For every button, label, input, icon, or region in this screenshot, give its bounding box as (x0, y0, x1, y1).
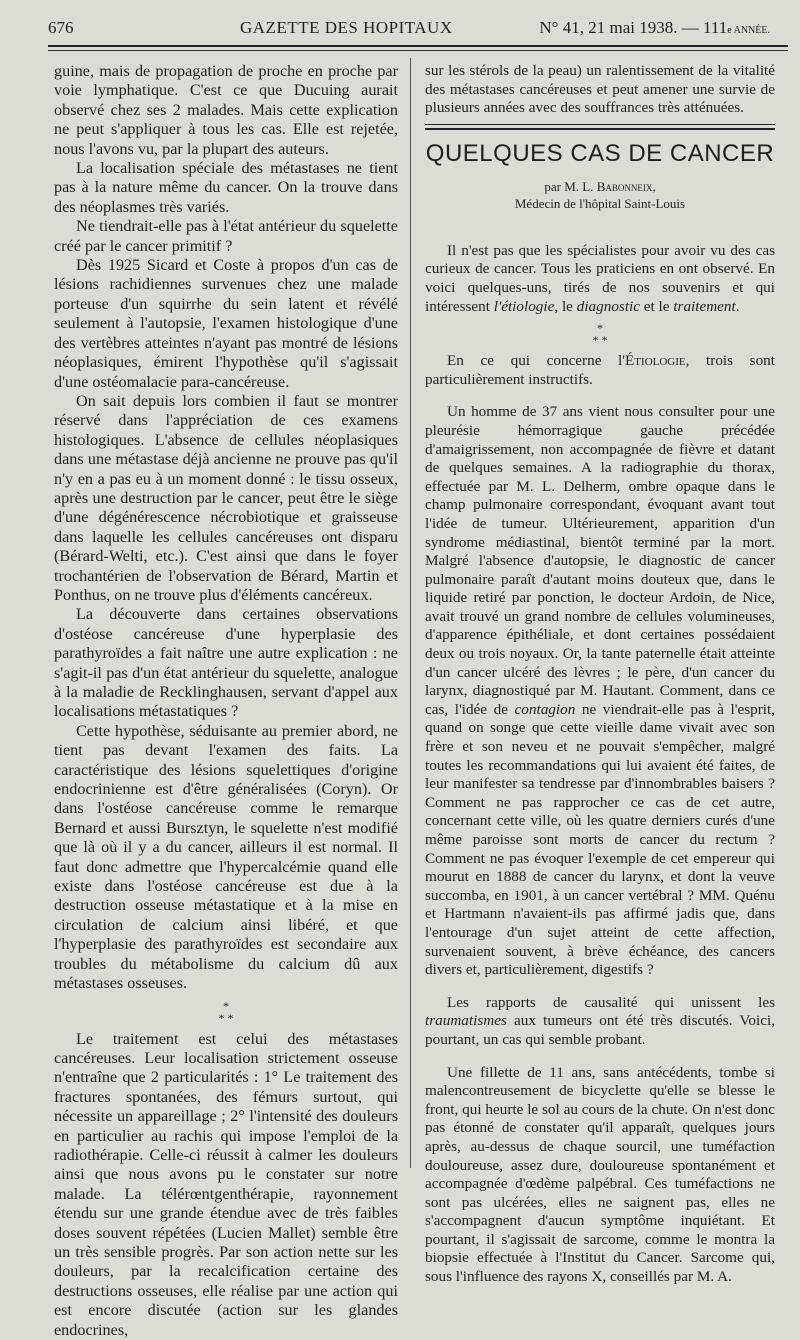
text-run: , trois sont particulièrement instructifs. (425, 352, 775, 388)
journal-title: GAZETTE DES HOPITAUX (240, 18, 453, 38)
column-divider (410, 58, 411, 1168)
author-name: Babonneix, (597, 179, 656, 194)
byline (425, 178, 775, 195)
header-rule-thin (48, 50, 788, 51)
paragraph (425, 403, 775, 979)
text-run: En ce qui concerne l' (447, 352, 625, 369)
text-run: aux tumeurs ont été très discutés. Voici, pourtant, un cas qui semble probant. (425, 1012, 775, 1048)
paragraph: Ne tiendrait-elle pas à l'état antérieur du squelette créé par le cancer primitif ? (54, 217, 398, 256)
paragraph: sur les stérols de la peau) un ralentissement de la vitalité des métastases cancéreuses et peut amener une survie de plusieurs années avec des souffrances très atténuées. (425, 62, 775, 118)
text-run: , le (554, 298, 576, 315)
page-number: 676 (48, 18, 74, 38)
paragraph: guine, mais de propagation de proche en proche par voie lymphatique. C'est ce que Ducuing aurait observé chez ses 2 malades. Mais cette explication ne peut s'appliquer à tous les cas. Elle est rejetée, nous l'avons vu, par la plupart des auteurs. (54, 62, 398, 159)
text-run: Les rapports de causalité qui unissent les (447, 994, 775, 1011)
header-rule (48, 45, 788, 47)
section-stars (54, 1000, 398, 1024)
paragraph: Le traitement est celui des métastases cancéreuses. Leur localisation strictement osseuse n'entraîne que 2 particularités : 1° Le traitement des fractures spontanées, des fémurs surtout, qui nécessite un appareillage ; 2° l'intensité des douleurs en particulier au rachis qui impose l'emploi de la radiothérapie. Celle-ci réussit à calmer les douleurs ainsi que nous avons pu le constater sur notre malade. La télérœntgenthérapie, rayonnement étendu sur une grande étendue avec de très faibles doses souvent répétées (Lucien Mallet) semble être un très sensible progrès. Par son action nette sur les douleurs, par la recalcification certaine des destructions osseuses, elle réalise par une action qui est encore discutée (action sur les glandes endocrines, (54, 1030, 398, 1340)
star-top: * (425, 322, 775, 334)
star-top: * (54, 1000, 398, 1012)
paragraph (425, 994, 775, 1050)
text-run: et le (640, 298, 673, 315)
italic-term: traitement (673, 298, 735, 315)
text-run: Un homme de 37 ans vient nous consulter pour une pleurésie hémorragique gauche précédée d'amaigrissement, non accompagnée de fièvre et datant de quelques semaines. A la radiographie du thorax, effectuée par M. L. Delherm, ombre opaque dans le champ pulmonaire correspondant, évoquant avant tout l'idée de tumeur. Ultérieurement, apparition d'un syndrome médiastinal, bientôt terminé par la mort. Malgré l'absence d'autopsie, le diagnostic de cancer pulmonaire paraît d'autant moins douteux que, dans le liquide retiré par ponction, le docteur Ardoin, de Nice, avait trouvé un grand nombre de cellules volumineuses, d'apparence épithéliale, et dont certaines possédaient deux ou trois noyaux. Or, la tante paternelle était atteinte d'un cancer ulcéré des lèvres ; le père, d'un cancer du larynx, diagnostiqué par M. Hautant. Comment, dans ce cas, l'idée de (425, 403, 775, 718)
paragraph: Une fillette de 11 ans, sans antécédents, tombe si malencontreusement de bicyclette qu'elle se blesse le front, qui heurte le sol au cours de la chute. On n'est donc pas étonné de constater qu'il apparaît, quelques jours après, au-dessus de chaque sourcil, une tuméfaction douloureuse, assez dure, douloureuse spontanément et accompagnée d'œdème palpébral. Ces tuméfactions ne sont pas ulcérées, elles ne saignent pas, elles ne s'accompagnent d'aucun symptôme inquiétant. Et pourtant, il s'agissait de sarcome, comme le montra la biopsie effectuée à l'Institut du Cancer. Sarcome qui, sous l'influence des rayons X, conseillés par M. A. (425, 1064, 775, 1287)
star-bottom: * * (54, 1012, 398, 1024)
paragraph: La découverte dans certaines observations d'ostéose cancéreuse d'une hyperplasie des parathyroïdes a fait naître une autre explication : ne s'agit-il pas d'un état antérieur du squelette, analogue à la maladie de Recklinghausen, servant d'appel aux localisations métastatiques ? (54, 605, 398, 721)
author-affiliation: Médecin de l'hôpital Saint-Louis (425, 195, 775, 212)
paragraph: On sait depuis lors combien il faut se montrer réservé dans l'appréciation de ces examens histologiques. L'absence de cellules néoplasiques dans une métastase déjà ancienne ne prouve pas qu'il n'y en a pas eu à un moment donné : le tissu osseux, après une destruction par le cancer, peut être le siège d'une dégénérescence nécrobiotique et graisseuse dans laquelle les cellules cancéreuses ont disparu (Bérard-Welti, etc.). C'est ainsi que dans le foyer trochantérien de l'observation de Bérard, Martin et Ponthus, on ne trouve plus d'éléments cancéreux. (54, 392, 398, 605)
left-column (54, 62, 398, 1340)
text-run: Il n'est pas que les spécialistes pour avoir vu des cas curieux de cancer. Tous les praticiens en ont observé. En voici quelques-uns, tirés de nos souvenirs et qui intéressent (425, 242, 775, 315)
italic-term: l'étiologie (494, 298, 555, 315)
small-caps-term: Étiologie (625, 352, 686, 369)
text-run: . (736, 298, 740, 315)
text-run: ne viendrait-elle pas à l'esprit, quand on songe que cette vieille dame vivait avec son frère et son neveu et ne pouvait s'empêcher, malgré toutes les recommandations qui lui avaient été faites, de leur manifester sa tendresse par d'innombrables baisers ? Comment ne pas rapprocher ce cas de cet autre, concernant cette ville, où les quatre derniers curés d'une même paroisse sont morts de cancer du rectum ? Comment ne pas évoquer l'exemple de cet empereur qui mourut en 1888 de cancer du larynx, et dont la veuve succomba, en 1901, à un cancer vertébral ? MM. Quénu et Hartmann n'avaient-ils pas affirmé jadis que, dans l'entourage d'un sujet atteint de cette affection, survenaient souvent, à brève échéance, des cancers divers et, particulièrement, digestifs ? (425, 701, 775, 978)
paragraph: Cette hypothèse, séduisante au premier abord, ne tient pas devant l'examen des faits. La caractéristique des lésions squelettiques d'origine endocrinienne est d'être généralisées (Coryn). Or dans l'ostéose cancéreuse comme le remarque Bernard et aussi Bursztyn, le squelette n'est modifié que là où il y a du cancer, ailleurs il est normal. Il faut donc admettre que l'hypercalcémie quand elle existe dans l'ostéose cancéreuse est due à la destruction osseuse métastatique et à la mise en circulation de calcium ainsi libéré, et que l'hyperplasie des parathyroïdes est secondaire aux troubles du métabolisme du calcium dû aux métastases osseuses. (54, 722, 398, 994)
right-column (425, 62, 775, 1287)
italic-term: contagion (515, 701, 576, 718)
issue-date: N° 41, 21 mai 1938. — 111 (539, 18, 727, 37)
paragraph (425, 352, 775, 389)
article-separator (425, 124, 775, 130)
star-bottom: * * (425, 334, 775, 346)
issue-suffix: e ANNÉE. (727, 25, 770, 36)
byline-prefix: par M. L. (544, 179, 596, 194)
italic-term: diagnostic (577, 298, 640, 315)
page-header (48, 14, 770, 40)
paragraph: La localisation spéciale des métastases ne tient pas à la nature même du cancer. On la trouve dans des néoplasmes très variés. (54, 159, 398, 217)
paragraph: Dès 1925 Sicard et Coste à propos d'un cas de lésions rachidiennes survenues chez une malade porteuse d'un squirrhe du sein latent et révélé seulement à l'autopsie, l'examen histologique d'une des vertèbres atteintes n'ayant pas montré de lésions néoplasiques, émirent l'hypothèse qu'il s'agissait d'une ostéomalacie para-cancéreuse. (54, 256, 398, 392)
issue-info (539, 18, 770, 38)
italic-term: traumatismes (425, 1012, 507, 1029)
paragraph (425, 242, 775, 316)
section-stars (425, 322, 775, 346)
article-title: QUELQUES CAS DE CANCER (425, 140, 775, 168)
